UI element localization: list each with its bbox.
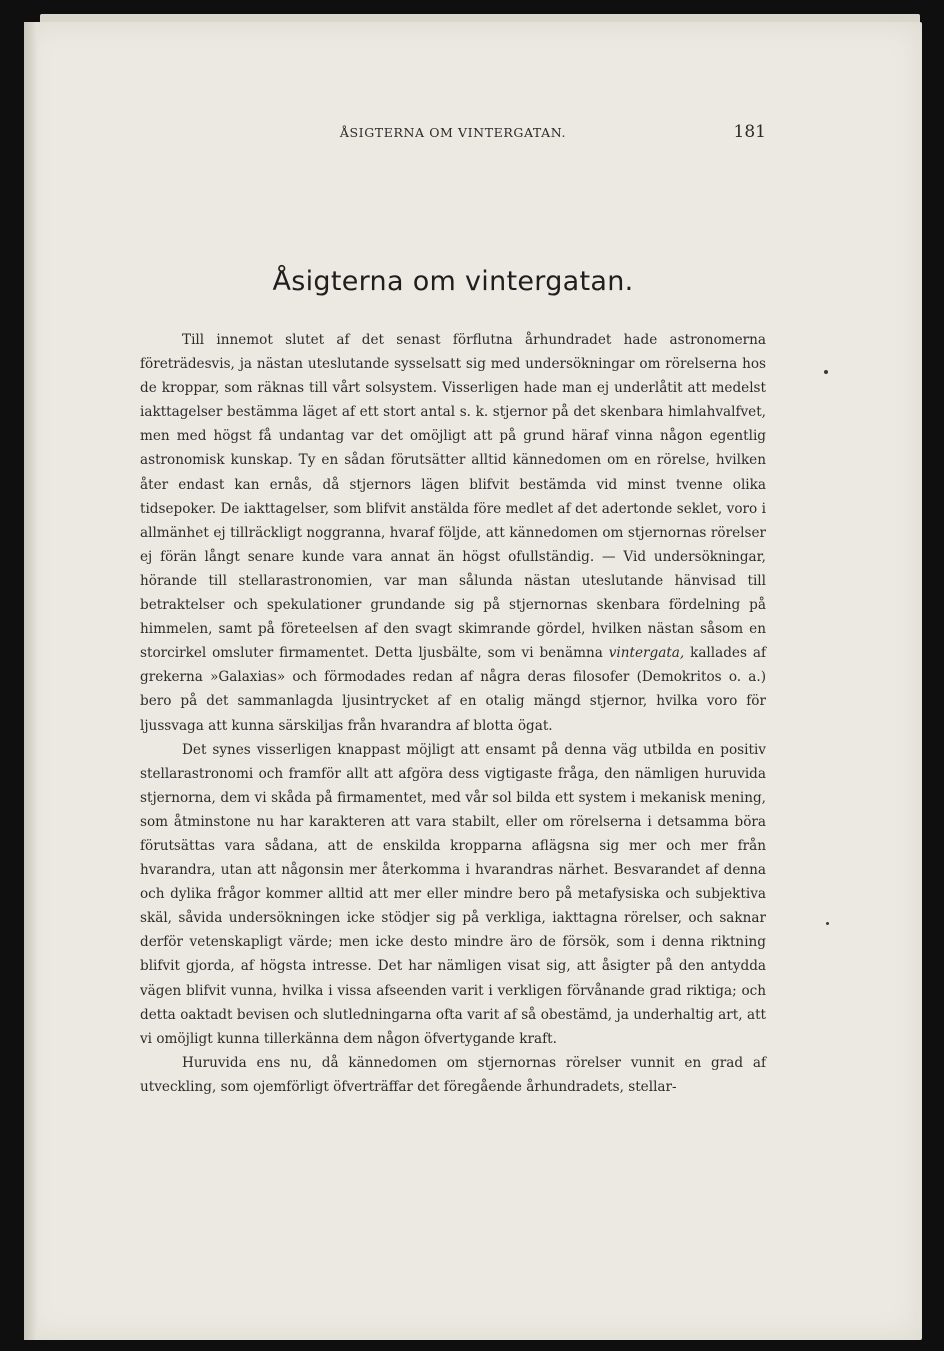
page-number: 181 <box>733 122 766 142</box>
page-header <box>140 122 766 142</box>
article-body <box>140 328 766 1099</box>
paragraph-2: Det synes visserligen knappast möjligt att ensamt på denna väg utbilda en positiv stellarastronomi och framför allt att afgöra dess vigtigaste fråga, den nämligen huruvida stjernorna, dem vi skåda på firmamentet, med vår sol bilda ett system i mekanisk mening, som åtminstone nu har karakteren att vara stabilt, eller om rörelserna i detsamma böra förutsättas vara sådana, att de enskilda kropparna aflägsna sig mer och mer från hvarandra, utan att någonsin mer återkomma i hvarandras närhet. Besvarandet af denna och dylika frågor kommer alltid att mer eller mindre bero på metafysiska och subjektiva skäl, såvida undersökningen icke stödjer sig på verkliga, iakttagna rörelser, och saknar derför vetenskapligt värde; men icke desto mindre äro de försök, som i denna riktning blifvit gjorda, af högsta intresse. Det har nämligen visat sig, att åsigter på den antydda vägen blifvit vunna, hvilka i vissa afseenden varit i verkligen förvånande grad riktiga; och detta oaktadt bevisen och slutledningarna ofta varit af så obestämd, ja underhaltig art, att vi omöjligt kunna tillerkänna dem någon öfvertygande kraft. <box>140 741 766 1047</box>
article-title: Åsigterna om vintergatan. <box>272 266 634 297</box>
paragraph-3: Huruvida ens nu, då kännedomen om stjernornas rörelser vunnit en grad af utveckling, som ojemförligt öfverträffar det föregående århundradets, stellar- <box>140 1054 766 1095</box>
paper-speck <box>824 370 828 374</box>
emphasized-term: vintergata, <box>608 645 685 662</box>
paper-speck <box>826 922 829 925</box>
running-head: ÅSIGTERNA OM VINTERGATAN. <box>339 125 567 140</box>
paragraph-1 <box>140 328 766 738</box>
page-gutter <box>24 22 38 1340</box>
paragraph-1-text-b: kallades af grekerna »Galaxias» och förmodades redan af några deras filosofer (Demokritos o. a.) bero på det sammanlagda ljusintrycket af en otalig mängd stjernor, hvilka voro för ljussvaga att kunna särskiljas från hvarandra af blotta ögat. <box>140 645 766 734</box>
paragraph-1-text-a: Till innemot slutet af det senast förflutna århundradet hade astronomerna företrädesvis, ja nästan uteslutande sysselsatt sig med undersökningar om rörelserna hos de kroppar, som räknas till vårt solsystem. Visserligen hade man ej underlåtit att medelst iakttagelser bestämma läget af ett stort antal s. k. stjernor på det skenbara himlahvalfvet, men med högst få undantag var det omöjligt att på grund häraf vinna någon egentlig astronomisk kunskap. Ty en sådan förutsätter alltid kännedomen om en rörelse, hvilken åter endast kan ernås, då stjernors lägen blifvit bestämda vid minst tvenne olika tidsepoker. De iakttagelser, som blifvit anstälda före medlet af det adertonde seklet, voro i allmänhet ej tillräckligt noggranna, hvaraf följde, att kännedomen om stjernornas rörelser ej förän långt senare kunde vara annat än högst ofullständig. — Vid undersökningar, hörande till stellarastronomien, var man sålunda nästan uteslutande hänvisad till betraktelser och spekulationer grundande sig på stjernornas skenbara fördelning på himmelen, samt på företeelsen af den svagt skimrande gördel, hvilken nästan såsom en storcirkel omsluter firmamentet. Detta ljusbälte, som vi benämna <box>140 332 766 662</box>
